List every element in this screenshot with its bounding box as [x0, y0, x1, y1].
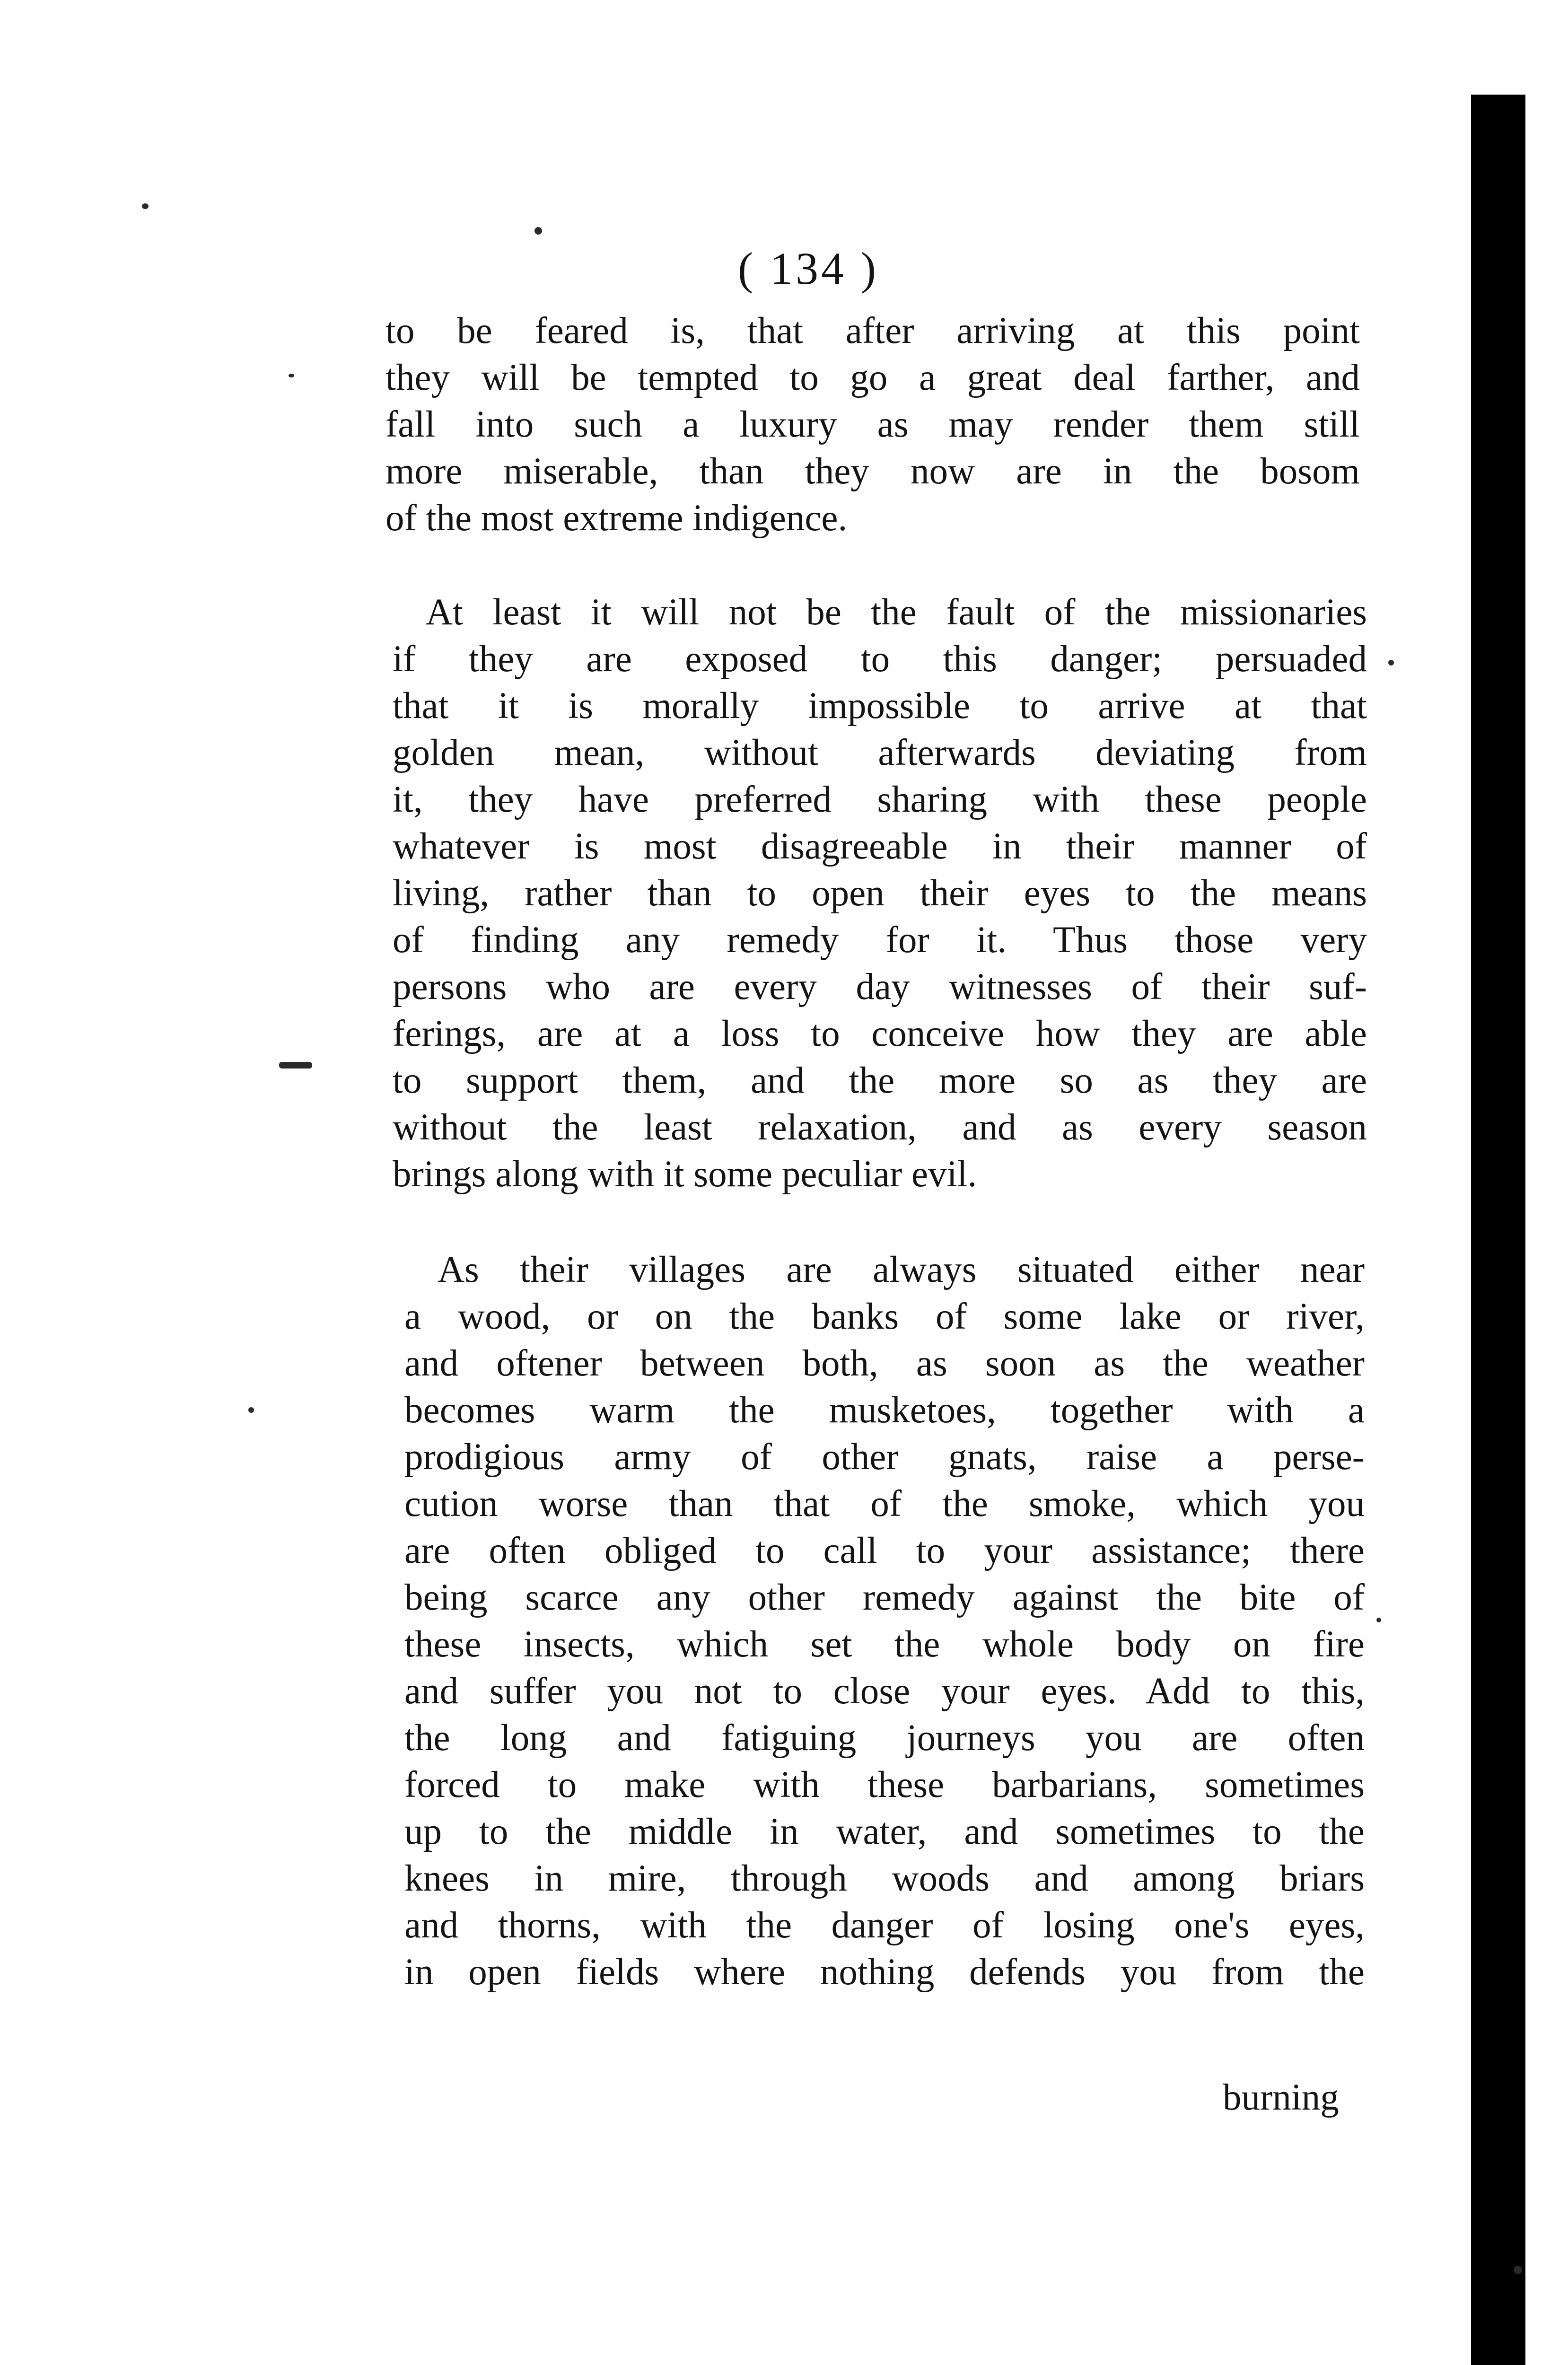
- text-line: whatever is most disagreeable in their manner of: [393, 826, 1367, 867]
- text-line: ferings, are at a loss to conceive how they are able: [393, 1013, 1367, 1054]
- text-line: As their villages are always situated either near: [438, 1249, 1365, 1290]
- ink-speck: [279, 1062, 312, 1069]
- text-line: that it is morally impossible to arrive at that: [393, 685, 1367, 727]
- text-line: if they are exposed to this danger; persuaded: [393, 639, 1367, 680]
- text-line: to be feared is, that after arriving at this point: [385, 310, 1360, 351]
- text-line: it, they have preferred sharing with these people: [393, 779, 1367, 820]
- text-line: of finding any remedy for it. Thus those very: [393, 920, 1367, 961]
- text-line: in open fields where nothing defends you from the: [404, 1952, 1365, 1993]
- text-line: are often obliged to call to your assistance; there: [404, 1530, 1365, 1571]
- text-line: these insects, which set the whole body on fire: [404, 1624, 1365, 1665]
- text-line: the long and fatiguing journeys you are often: [404, 1717, 1365, 1759]
- text-line: of the most extreme indigence.: [385, 498, 848, 539]
- text-line: living, rather than to open their eyes to the means: [393, 873, 1367, 914]
- page-number: ( 134 ): [738, 243, 879, 294]
- catchword: burning: [1223, 2077, 1339, 2118]
- text-line: to support them, and the more so as they are: [393, 1060, 1367, 1101]
- ink-speck: [1376, 1618, 1381, 1622]
- text-line: persons who are every day witnesses of their suf-: [393, 966, 1367, 1007]
- text-line: more miserable, than they now are in the bosom: [385, 451, 1360, 492]
- text-line: and thorns, with the danger of losing one's eyes,: [404, 1905, 1365, 1946]
- ink-speck: [248, 1407, 254, 1413]
- text-line: a wood, or on the banks of some lake or river,: [404, 1296, 1365, 1337]
- text-line: and suffer you not to close your eyes. Add to this,: [404, 1671, 1365, 1712]
- paragraph-1: [385, 307, 1360, 542]
- ink-speck: [142, 203, 149, 209]
- text-line: knees in mire, through woods and among briars: [404, 1858, 1365, 1899]
- text-line: and oftener between both, as soon as the weather: [404, 1343, 1365, 1384]
- ink-speck: [1514, 2266, 1522, 2274]
- text-line: brings along with it some peculiar evil.: [393, 1154, 977, 1195]
- text-line: being scarce any other remedy against the bite of: [404, 1577, 1365, 1618]
- text-line: golden mean, without afterwards deviating from: [393, 732, 1367, 773]
- binding-edge-shadow: [1471, 95, 1525, 2365]
- text-line: without the least relaxation, and as every season: [393, 1107, 1367, 1148]
- text-line: fall into such a luxury as may render them still: [385, 404, 1360, 445]
- ink-speck: [534, 227, 542, 235]
- text-line: forced to make with these barbarians, sometimes: [404, 1764, 1365, 1805]
- text-line: At least it will not be the fault of the missionaries: [426, 592, 1367, 633]
- paragraph-2: [393, 589, 1367, 1198]
- paragraph-3: [404, 1246, 1365, 1996]
- text-line: up to the middle in water, and sometimes to the: [404, 1811, 1365, 1852]
- text-line: prodigious army of other gnats, raise a perse-: [404, 1437, 1365, 1478]
- ink-speck: [289, 374, 294, 377]
- text-line: becomes warm the musketoes, together with a: [404, 1390, 1365, 1431]
- text-line: cution worse than that of the smoke, which you: [404, 1483, 1365, 1524]
- text-line: they will be tempted to go a great deal farther, and: [385, 357, 1360, 398]
- ink-speck: [1388, 660, 1394, 666]
